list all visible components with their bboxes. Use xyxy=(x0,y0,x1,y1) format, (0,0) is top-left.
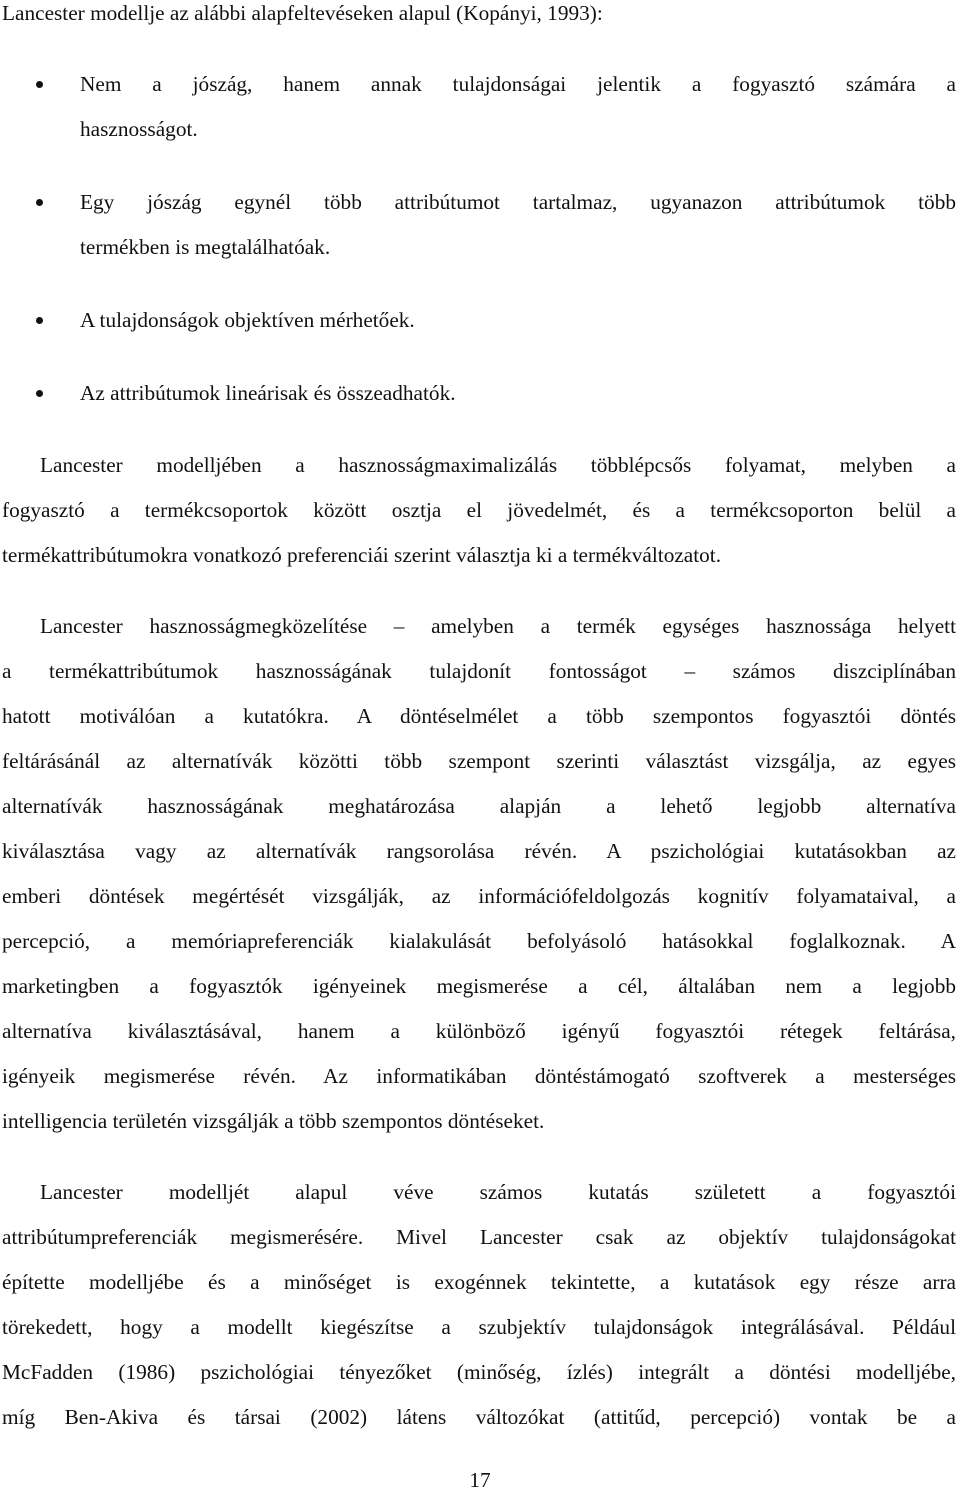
bullet-dot-icon xyxy=(36,81,43,88)
paragraph-line: percepció, a memóriapreferenciák kialakulását befolyásoló hatásokkal foglalkoznak. A xyxy=(2,929,956,953)
paragraph-line: emberi döntések megértését vizsgálják, az információfeldolgozás kognitív folyamataival, a xyxy=(2,884,956,908)
paragraph-line: termékattribútumokra vonatkozó preferenciái szerint választja ki a termékváltozatot. xyxy=(2,543,722,567)
bullet-line: A tulajdonságok objektíven mérhetőek. xyxy=(80,308,415,332)
bullet-line: Az attribútumok lineárisak és összeadhatók. xyxy=(80,381,456,405)
paragraph-line: építette modelljébe és a minőséget is exogénnek tekintette, a kutatások egy része arra xyxy=(2,1270,956,1294)
paragraph-line: a termékattribútumok hasznosságának tulajdonít fontosságot – számos diszciplínában xyxy=(2,659,956,683)
intro-line: Lancester modellje az alábbi alapfeltevéseken alapul (Kopányi, 1993): xyxy=(2,1,603,25)
paragraph-line: míg Ben-Akiva és társai (2002) látens változókat (attitűd, percepció) vontak be a xyxy=(2,1405,956,1429)
paragraph-line: Lancester modelljét alapul véve számos kutatás született a fogyasztói xyxy=(40,1180,956,1204)
paragraph-line: Lancester modelljében a hasznosságmaximalizálás többlépcsős folyamat, melyben a xyxy=(40,453,956,477)
paragraph-line: feltárásánál az alternatívák közötti több szempont szerinti választást vizsgálja, az egyes xyxy=(2,749,956,773)
bullet-dot-icon xyxy=(36,199,43,206)
bullet-line: hasznosságot. xyxy=(80,117,198,141)
paragraph-line: alternatíva kiválasztásával, hanem a különböző igényű fogyasztói rétegek feltárása, xyxy=(2,1019,956,1043)
paragraph-line: McFadden (1986) pszichológiai tényezőket (minőség, ízlés) integrált a döntési modelljébe, xyxy=(2,1360,956,1384)
paragraph-line: fogyasztó a termékcsoportok között osztja el jövedelmét, és a termékcsoporton belül a xyxy=(2,498,956,522)
bullet-line: Nem a jószág, hanem annak tulajdonságai jelentik a fogyasztó számára a xyxy=(80,72,956,96)
bullet-line: Egy jószág egynél több attribútumot tartalmaz, ugyanazon attribútumok több xyxy=(80,190,956,214)
paragraph-line: törekedett, hogy a modellt kiegészítse a szubjektív tulajdonságok integrálásával. Például xyxy=(2,1315,956,1339)
paragraph-line: intelligencia területén vizsgálják a több szempontos döntéseket. xyxy=(2,1109,545,1133)
paragraph-line: hatott motiválóan a kutatókra. A döntéselmélet a több szempontos fogyasztói döntés xyxy=(2,704,956,728)
paragraph-line: Lancester hasznosságmegközelítése – amelyben a termék egységes hasznossága helyett xyxy=(40,614,956,638)
paragraph-line: alternatívák hasznosságának meghatározása alapján a lehető legjobb alternatíva xyxy=(2,794,956,818)
bullet-dot-icon xyxy=(36,317,43,324)
bullet-dot-icon xyxy=(36,390,43,397)
bullet-line: termékben is megtalálhatóak. xyxy=(80,235,331,259)
paragraph-line: igényeik megismerése révén. Az informatikában döntéstámogató szoftverek a mesterséges xyxy=(2,1064,956,1088)
page-number: 17 xyxy=(469,1468,491,1492)
paragraph-line: attribútumpreferenciák megismerésére. Mivel Lancester csak az objektív tulajdonságokat xyxy=(2,1225,956,1249)
paragraph-line: marketingben a fogyasztók igényeinek megismerése a cél, általában nem a legjobb xyxy=(2,974,956,998)
paragraph-line: kiválasztása vagy az alternatívák rangsorolása révén. A pszichológiai kutatásokban az xyxy=(2,839,956,863)
